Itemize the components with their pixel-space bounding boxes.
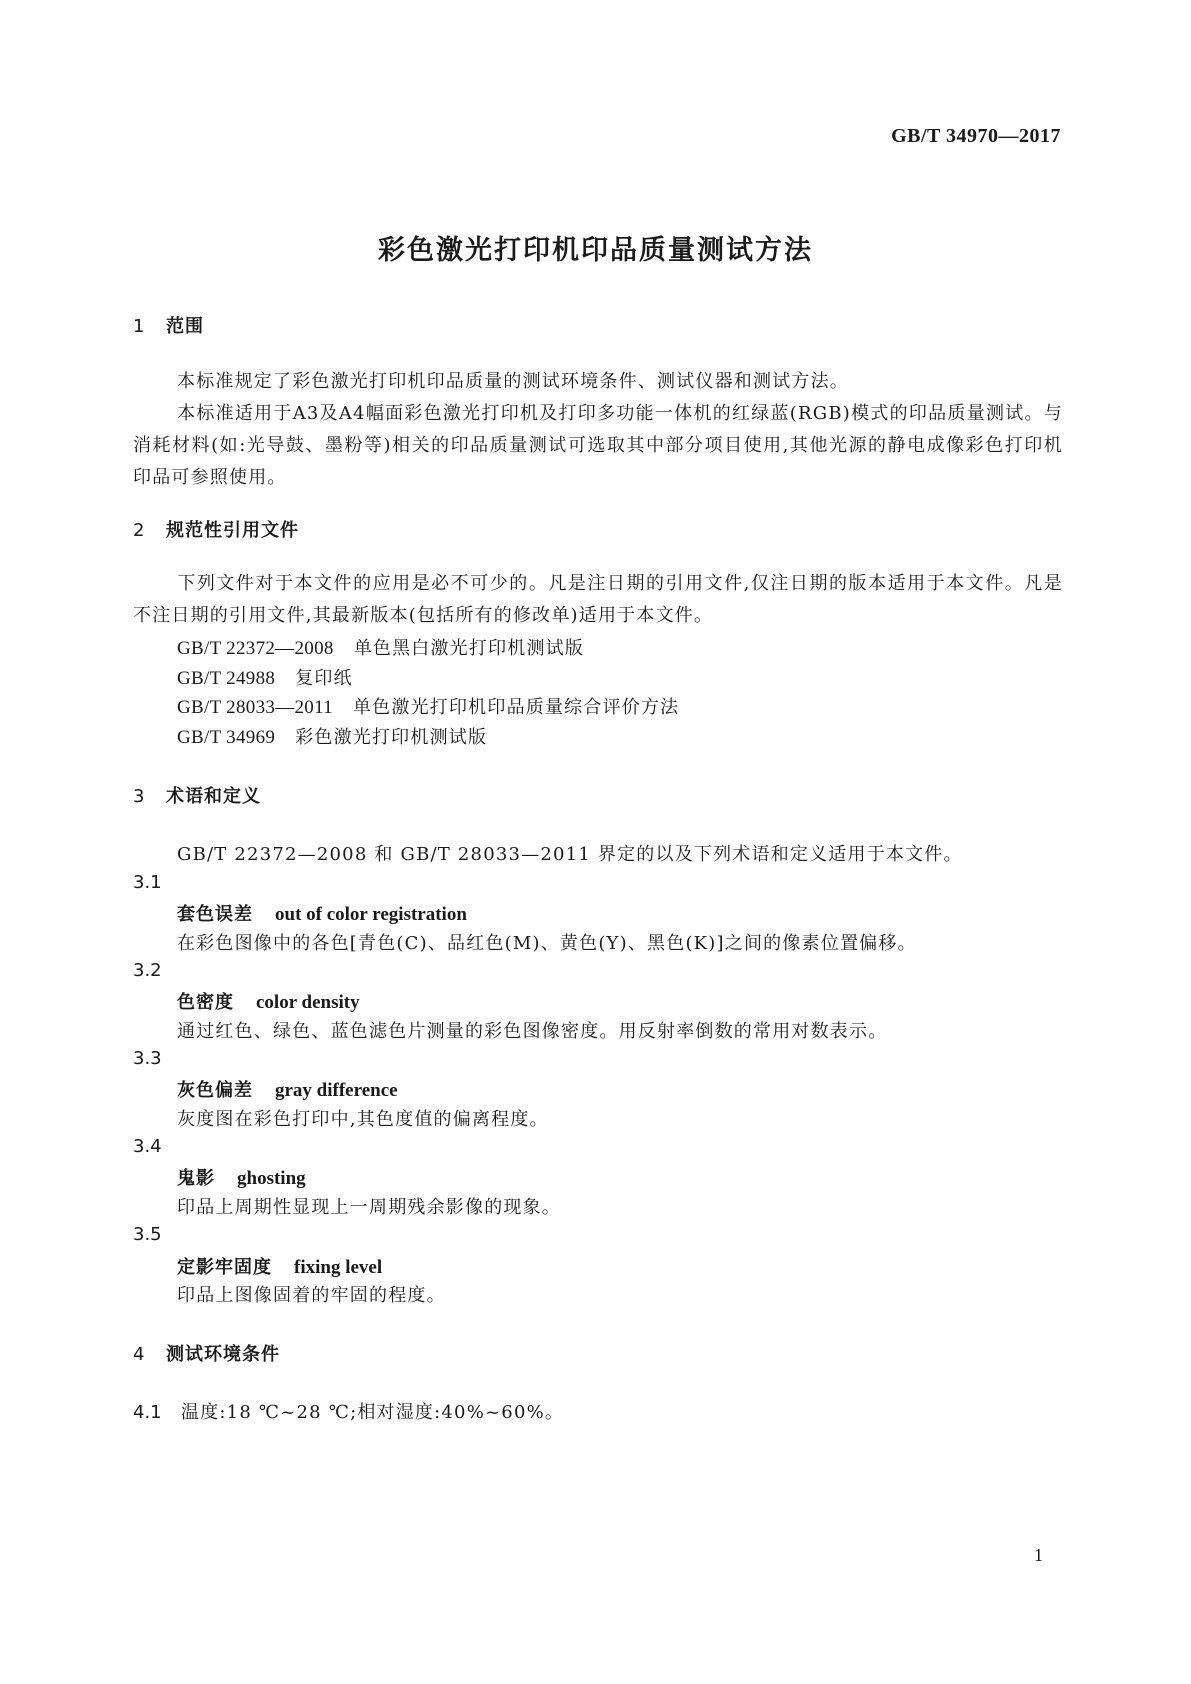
section-number: 4 xyxy=(133,1344,146,1365)
reference-item: GB/T 24988 复印纸 xyxy=(177,668,353,689)
section-title: 测试环境条件 xyxy=(166,1344,280,1365)
term-number: 3.5 xyxy=(133,1224,162,1245)
section-number: 3 xyxy=(133,786,146,807)
section-3-heading xyxy=(133,782,261,808)
section-3-intro: GB/T 22372—2008 和 GB/T 28033—2011 界定的以及下列术语和定义适用于本文件。 xyxy=(177,844,963,865)
clause-4-1: 4.1 温度:18 ℃~28 ℃;相对湿度:40%~60%。 xyxy=(133,1402,565,1423)
section-4-heading xyxy=(133,1340,280,1366)
term-heading: 套色误差 out of color registration xyxy=(177,904,467,925)
section-1-heading xyxy=(133,312,204,338)
section-1-paragraph-1: 本标准规定了彩色激光打印机印品质量的测试环境条件、测试仪器和测试方法。 xyxy=(177,371,849,392)
term-number: 3.3 xyxy=(133,1048,162,1069)
section-number: 1 xyxy=(133,316,146,337)
reference-item: GB/T 22372—2008 单色黑白激光打印机测试版 xyxy=(177,638,585,659)
section-title: 规范性引用文件 xyxy=(166,520,299,541)
term-number: 3.4 xyxy=(133,1136,162,1157)
document-title: 彩色激光打印机印品质量测试方法 xyxy=(378,235,813,266)
term-definition: 印品上周期性显现上一周期残余影像的现象。 xyxy=(177,1197,561,1218)
term-number: 3.2 xyxy=(133,960,162,981)
term-definition: 灰度图在彩色打印中,其色度值的偏离程度。 xyxy=(177,1109,549,1130)
term-number: 3.1 xyxy=(133,872,162,893)
section-title: 范围 xyxy=(166,316,204,337)
term-definition: 通过红色、绿色、蓝色滤色片测量的彩色图像密度。用反射率倒数的常用对数表示。 xyxy=(177,1021,888,1042)
reference-item: GB/T 28033—2011 单色激光打印机印品质量综合评价方法 xyxy=(177,697,680,718)
page-number: 1 xyxy=(1034,1545,1043,1565)
term-heading: 灰色偏差 gray difference xyxy=(177,1080,398,1101)
term-definition: 在彩色图像中的各色[青色(C)、品红色(M)、黄色(Y)、黑色(K)]之间的像素位置偏移。 xyxy=(177,933,917,954)
section-number: 2 xyxy=(133,520,146,541)
section-2-intro: 下列文件对于本文件的应用是必不可少的。凡是注日期的引用文件,仅注日期的版本适用于本文件。凡是不注日期的引用文件,其最新版本(包括所有的修改单)适用于本文件。 xyxy=(133,573,1063,626)
section-2-heading xyxy=(133,516,299,542)
term-heading: 色密度 color density xyxy=(177,992,360,1013)
term-heading: 定影牢固度 fixing level xyxy=(177,1257,383,1278)
term-definition: 印品上图像固着的牢固的程度。 xyxy=(177,1285,446,1306)
term-heading: 鬼影 ghosting xyxy=(177,1168,306,1189)
standard-number: GB/T 34970—2017 xyxy=(891,125,1061,147)
reference-item: GB/T 34969 彩色激光打印机测试版 xyxy=(177,727,488,748)
section-title: 术语和定义 xyxy=(166,786,261,807)
section-1-paragraph-2: 本标准适用于A3及A4幅面彩色激光打印机及打印多功能一体机的红绿蓝(RGB)模式的印品质量测试。与消耗材料(如:光导鼓、墨粉等)相关的印品质量测试可选取其中部分项目使用,其他光源的静电成像彩色打印机印品可参照使用。 xyxy=(133,403,1063,488)
